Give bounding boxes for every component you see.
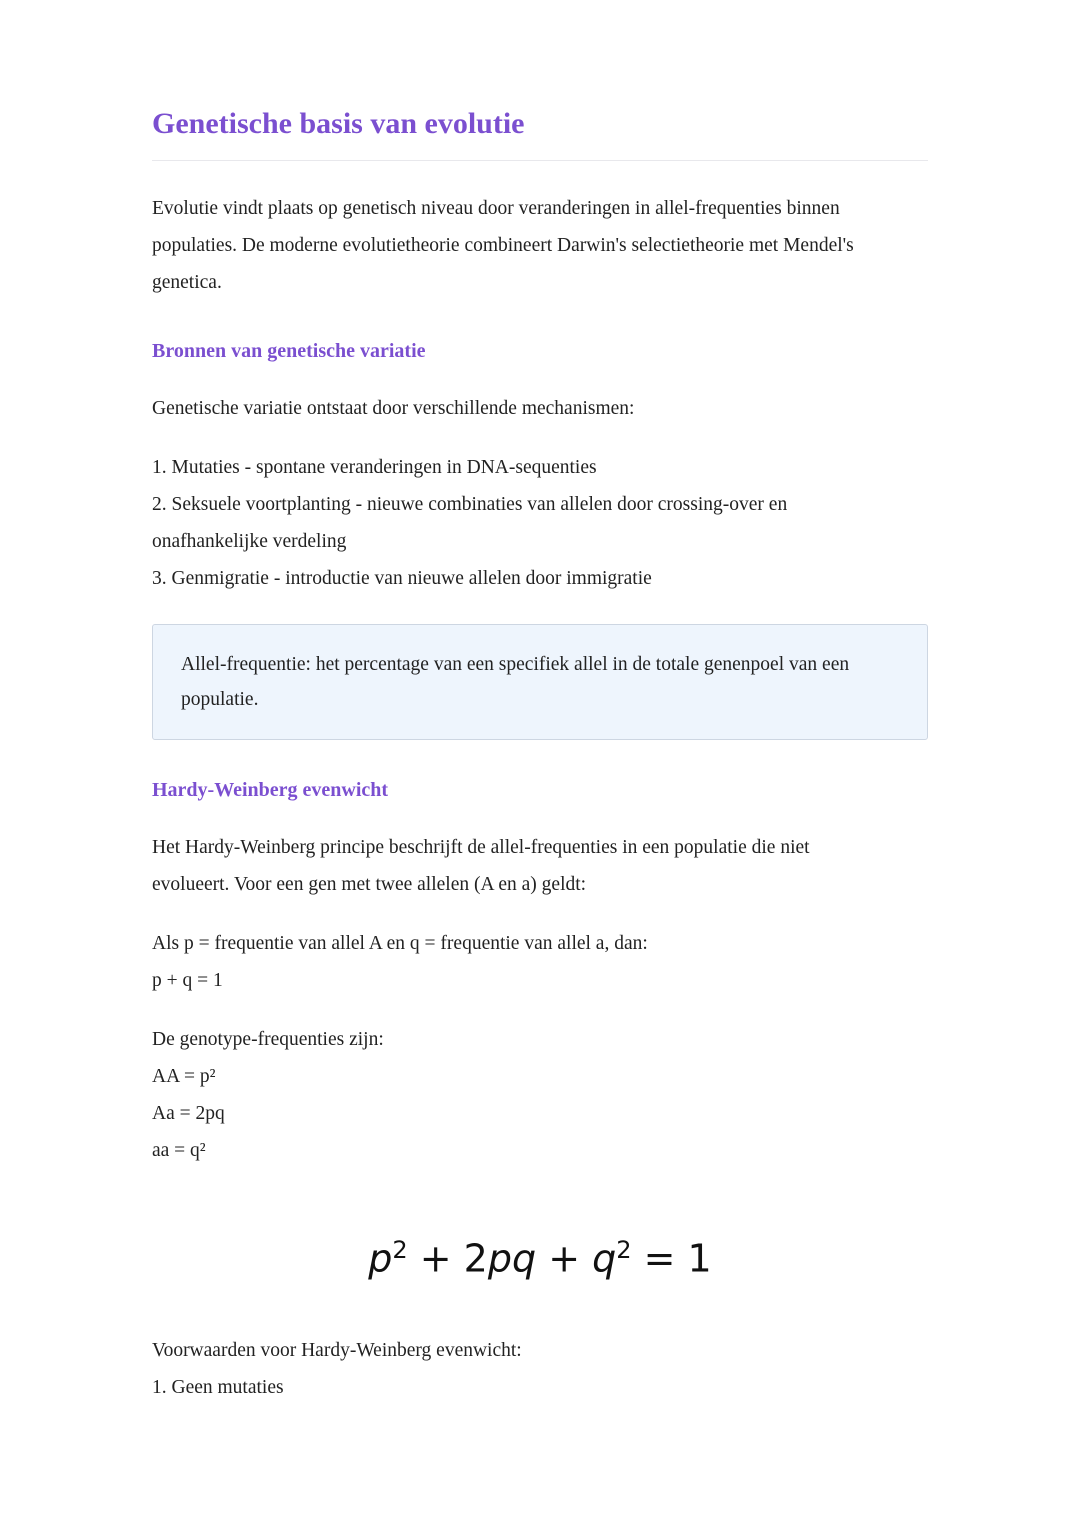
genotype-aa-recessive: aa = q² [152,1140,206,1161]
variation-lead: Genetische variatie ontstaat door verschillende mechanismen: [152,398,635,419]
formula-exponent: 2 [392,1236,408,1264]
intro-paragraph: Evolutie vindt plaats op genetisch niveau door veranderingen in allel-frequenties binnen populaties. De moderne evolutietheorie combineert Darwin's selectietheorie met Mendel's genetica. [152,198,854,293]
hardy-weinberg-paragraph: Het Hardy-Weinberg principe beschrijft de allel-frequenties in een populatie die niet evolueert. Voor een gen met twee allelen (A en a) geldt: [152,837,810,895]
genotype-lead: De genotype-frequenties zijn: [152,1029,384,1050]
section-heading-variation: Bronnen van genetische variatie [152,340,426,362]
allele-sum-line: p + q = 1 [152,970,223,991]
section-heading-hardy-weinberg: Hardy-Weinberg evenwicht [152,779,389,801]
list-item: 2. Seksuele voortplanting - nieuwe combinaties van allelen door crossing-over en onafhankelijke verdeling [152,494,788,552]
callout-text: Allel-frequentie: het percentage van een specifiek allel in de totale genenpoel van een populatie. [181,654,850,710]
hardy-weinberg-formula [152,1222,928,1287]
list-item: 3. Genmigratie - introductie van nieuwe allelen door immigratie [152,568,652,589]
definition-callout [152,624,928,740]
formula-exponent: 2 [616,1236,632,1264]
formula-p: p [368,1236,393,1281]
formula-equals: = 1 [631,1236,712,1281]
page-title: Genetische basis van evolutie [152,107,525,140]
condition-item: 1. Geen mutaties [152,1377,284,1398]
formula-term: + [536,1236,593,1281]
genotype-aa-homozygous: AA = p² [152,1066,216,1087]
genotype-heterozygous: Aa = 2pq [152,1103,225,1124]
formula-term: + 2 [407,1236,488,1281]
allele-definition-line: Als p = frequentie van allel A en q = frequentie van allel a, dan: [152,933,648,954]
list-item: 1. Mutaties - spontane veranderingen in DNA-sequenties [152,457,597,478]
formula-pq: pq [487,1236,537,1281]
formula-q: q [592,1236,617,1281]
conditions-lead: Voorwaarden voor Hardy-Weinberg evenwicht: [152,1340,522,1361]
variation-list [152,449,928,597]
title-divider [152,160,928,161]
